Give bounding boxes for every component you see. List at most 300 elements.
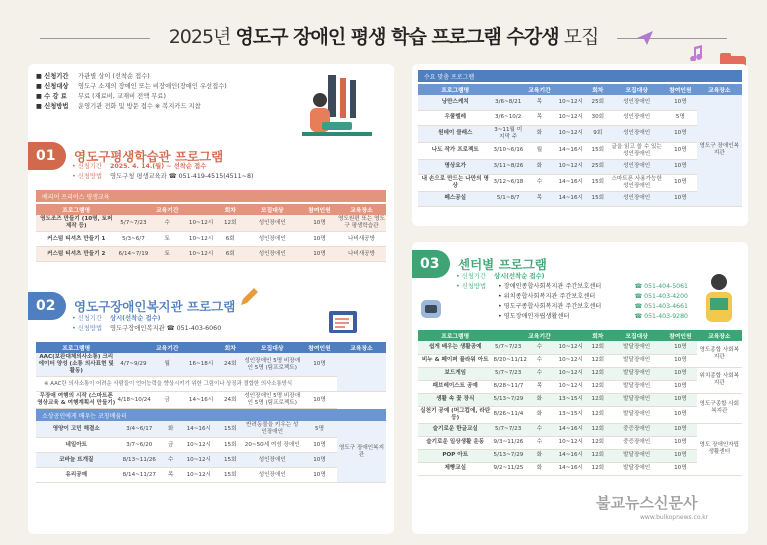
table-row bbox=[418, 393, 742, 406]
table-cell: 화 bbox=[524, 449, 555, 462]
section-02-info bbox=[72, 314, 221, 334]
table-cell: 유리공예 bbox=[36, 468, 117, 483]
contact-tel: ☎ 051-403-4200 bbox=[634, 293, 688, 300]
table-cell: 14~16시 bbox=[180, 421, 219, 438]
table-cell: 10~12시 bbox=[555, 436, 586, 449]
table-cell: 8/13~11/26 bbox=[117, 453, 163, 468]
title-line-left bbox=[40, 38, 150, 39]
table-cell: 목 bbox=[524, 95, 555, 110]
table-cell: 성인장애인 5명 비장애인 5명 (팀프로젝트) bbox=[242, 392, 302, 409]
table-cell: 14~16시 bbox=[555, 174, 586, 191]
table-cell: 성인장애인 bbox=[609, 125, 664, 142]
table-cell: 10~12시 bbox=[555, 341, 586, 354]
table-cell: 3/7~6/20 bbox=[117, 438, 163, 453]
table-cell: 영도조즈 만들기 (10명, 토퍼 제작 등) bbox=[36, 215, 117, 232]
table-cell: 발달장애인 bbox=[609, 354, 664, 367]
contact-row bbox=[498, 302, 688, 312]
table-cell: 목 bbox=[524, 110, 555, 125]
table-row bbox=[418, 341, 742, 354]
table-cell: 20~50세 여성 장애인 bbox=[243, 438, 303, 453]
table-cell: 화 bbox=[524, 393, 555, 406]
table-cell: 13~15시 bbox=[555, 393, 586, 406]
contact-row bbox=[498, 292, 688, 302]
table-header-7: 교육장소 bbox=[350, 346, 373, 352]
table-cell: 명상요가 bbox=[418, 159, 493, 174]
table-cell: 12회 bbox=[586, 406, 609, 423]
table-row bbox=[418, 406, 742, 423]
table-cell: 스마트폰 사용가능한 성인장애인 bbox=[609, 174, 664, 191]
info-row bbox=[72, 172, 253, 182]
info-key: ■ 신청방법 bbox=[36, 103, 69, 110]
table-header-6: 참여인원 bbox=[308, 208, 331, 214]
table-header-0: 프로그램명 bbox=[62, 346, 91, 352]
right-bottom-card bbox=[412, 242, 748, 534]
table-cell: 3/4~6/17 bbox=[117, 421, 163, 438]
table-header-4: 회차 bbox=[224, 346, 236, 352]
table-cell: 코바늘 뜨개질 bbox=[36, 453, 117, 468]
table-cell: 14~16시 bbox=[555, 191, 586, 206]
table-row bbox=[418, 174, 742, 191]
table-header-4: 회차 bbox=[592, 88, 604, 94]
table-cell: 원데이 클래스 bbox=[418, 125, 493, 142]
table-row bbox=[418, 380, 742, 393]
table-row bbox=[418, 462, 742, 475]
table-cell: 월 bbox=[524, 142, 555, 159]
table-header-4: 회차 bbox=[224, 208, 236, 214]
table-header-6: 참여인원 bbox=[308, 346, 331, 352]
table-cell: 10명 bbox=[664, 125, 696, 142]
table-row bbox=[36, 247, 386, 262]
section-01-info bbox=[72, 162, 253, 182]
table-cell: 성인장애인 bbox=[243, 453, 303, 468]
table-cell: 화 bbox=[524, 462, 555, 475]
table-header-6: 참여인원 bbox=[669, 334, 692, 340]
info-row bbox=[72, 162, 253, 172]
table-cell: 10명 bbox=[664, 354, 696, 367]
table-cell: 성인장애인 bbox=[242, 247, 302, 262]
table-cell: 수 bbox=[524, 174, 555, 191]
table-cell: 10~12시 bbox=[555, 110, 586, 125]
table-cell: 10~12시 bbox=[555, 354, 586, 367]
table-cell: 실천기 공예 (머그컵에, 라탄 등) bbox=[418, 406, 493, 423]
table-row bbox=[418, 125, 742, 142]
table-cell: 10명 bbox=[664, 174, 696, 191]
table-cell: 5명 bbox=[302, 421, 337, 438]
table-cell: 발달장애인 bbox=[609, 380, 664, 393]
table-cell: 14~16시 bbox=[184, 392, 218, 409]
section-03-title: 센터별 프로그램 bbox=[458, 257, 547, 272]
table-cell: 6회 bbox=[218, 232, 243, 247]
table-cell: 6/14~7/19 bbox=[117, 247, 151, 262]
place-cell: 영도구종합 사회복지관 bbox=[697, 393, 742, 423]
info-row bbox=[456, 272, 545, 282]
table-cell: 영양이 고민 해결소 bbox=[36, 421, 117, 438]
table-cell: 수 bbox=[524, 423, 555, 436]
demand-table-wrap bbox=[418, 84, 742, 207]
table-cell: 커스텀 티셔츠 만들기 2 bbox=[36, 247, 117, 262]
table-row bbox=[418, 449, 742, 462]
table-cell: 3~11월 미지막 주 bbox=[493, 125, 524, 142]
table-cell: 목 bbox=[524, 380, 555, 393]
table-cell: 15회 bbox=[218, 453, 243, 468]
table-row bbox=[36, 421, 386, 438]
table-cell: 3/6~10/2 bbox=[493, 110, 524, 125]
table-cell: 수 bbox=[162, 453, 180, 468]
table-cell: 10명 bbox=[664, 367, 696, 380]
table-cell: 월 bbox=[150, 353, 184, 377]
info-row bbox=[36, 82, 256, 92]
table-cell: 12회 bbox=[218, 215, 243, 232]
table-row bbox=[418, 367, 742, 380]
table-cell: 수 bbox=[524, 436, 555, 449]
table-cell: 15회 bbox=[218, 438, 243, 453]
table-header-5: 모집대상 bbox=[261, 208, 284, 214]
table-row bbox=[418, 191, 742, 206]
table-cell: 25회 bbox=[586, 95, 609, 110]
table-row bbox=[418, 95, 742, 110]
table-cell: 10~12시 bbox=[184, 232, 218, 247]
table-cell: 목 bbox=[162, 468, 180, 483]
table-cell: 5/13~7/29 bbox=[493, 393, 524, 406]
table-cell: 10~12시 bbox=[555, 367, 586, 380]
table-cell: 4/18~10/24 bbox=[117, 392, 151, 409]
table-cell: 우쿨렐레 bbox=[418, 110, 493, 125]
table-cell: 5/7~7/23 bbox=[117, 215, 151, 232]
table-cell: 10명 bbox=[664, 159, 696, 174]
table-cell: 5/13~7/29 bbox=[493, 449, 524, 462]
table-cell: 16~18시 bbox=[184, 353, 218, 377]
table-header-7: 교육장소 bbox=[708, 88, 731, 94]
table-cell: 10명 bbox=[302, 468, 337, 483]
note-row bbox=[36, 377, 386, 392]
section-03-table-wrap bbox=[418, 330, 742, 476]
table-cell: 9회 bbox=[586, 125, 609, 142]
section-03-badge: 03 bbox=[412, 250, 450, 278]
watermark-url: www.bulkopnews.co.kr bbox=[640, 514, 709, 521]
table-cell: 3/6~8/21 bbox=[493, 95, 524, 110]
watermark: 불교뉴스신문사 bbox=[596, 494, 698, 512]
contact-row bbox=[498, 282, 688, 292]
contact-tel: ☎ 051-404-5061 bbox=[634, 283, 688, 290]
demand-caption: 수요 맞춤 프로그램 bbox=[418, 70, 742, 82]
table-cell: 5/3~6/7 bbox=[117, 232, 151, 247]
section-01-badge: 01 bbox=[28, 142, 66, 170]
table-cell: 무장애 여행의 시작 (스마트폰 영상교육 & 여행계획서 만들기) bbox=[36, 392, 117, 409]
table-cell: 성인장애인 bbox=[242, 232, 302, 247]
table-cell: 수 bbox=[524, 367, 555, 380]
table-header-7: 교육장소 bbox=[708, 334, 731, 340]
table-cell: 화 bbox=[524, 125, 555, 142]
table-cell: 나비새공방 bbox=[337, 247, 386, 262]
table-cell: 성인장애인 bbox=[243, 468, 303, 483]
table-cell: 10명 bbox=[664, 449, 696, 462]
section-02-caption: 소상공인에게 배우는 코칭배움터 bbox=[36, 409, 386, 421]
left-card bbox=[28, 64, 394, 534]
section-02-table-a bbox=[36, 342, 386, 409]
info-value: 상시(선착순 접수) bbox=[110, 315, 161, 322]
table-cell: 8/28~11/7 bbox=[493, 380, 524, 393]
table-cell: 10~12시 bbox=[184, 247, 218, 262]
table-cell: 12회 bbox=[586, 367, 609, 380]
section-02-table-b bbox=[36, 421, 386, 483]
info-key: ■ 신청대상 bbox=[36, 83, 69, 90]
title-suffix: 모집 bbox=[563, 26, 599, 48]
contact-name: • 장애인종합사회복지관 주간보호센터 bbox=[498, 283, 602, 290]
contact-name: • 위치종합사회복지관 주간보호센터 bbox=[498, 293, 596, 300]
info-value: 영도구 소재의 장애인 또는 비장애인(장애인 우선접수) bbox=[78, 83, 227, 90]
table-header-7: 교육장소 bbox=[350, 208, 373, 214]
table-row bbox=[36, 215, 386, 232]
table-cell: 보드게임 bbox=[418, 367, 493, 380]
info-key: • 신청방법 bbox=[72, 173, 103, 180]
table-cell: 8/20~11/12 bbox=[493, 354, 524, 367]
table-cell: 목 bbox=[524, 191, 555, 206]
table-cell: 10~12시 bbox=[180, 438, 219, 453]
table-cell: 나비새공방 bbox=[337, 232, 386, 247]
table-cell: 10명 bbox=[664, 393, 696, 406]
checklist-board-icon bbox=[328, 308, 358, 334]
info-row bbox=[72, 324, 221, 334]
table-cell: 14~16시 bbox=[555, 142, 586, 159]
info-value: 상시(선착순 접수) bbox=[494, 273, 545, 280]
table-cell: 수 bbox=[524, 354, 555, 367]
section-03-table bbox=[418, 330, 742, 476]
table-cell: 발달장애인 bbox=[609, 449, 664, 462]
table-cell: 3/10~6/16 bbox=[493, 142, 524, 159]
table-cell: 3/11~8/26 bbox=[493, 159, 524, 174]
table-cell: 10명 bbox=[664, 406, 696, 423]
table-cell: 나도 작가 프로젝트 bbox=[418, 142, 493, 159]
table-cell: 발달장애인 bbox=[609, 462, 664, 475]
table-cell: 12회 bbox=[586, 393, 609, 406]
reading-person-illustration bbox=[694, 268, 744, 328]
table-row bbox=[418, 436, 742, 449]
table-cell: 토 bbox=[150, 232, 184, 247]
table-header-1: 교육기간 bbox=[156, 346, 179, 352]
table-cell: 성인장애인 bbox=[609, 110, 664, 125]
overview-list bbox=[36, 72, 256, 112]
table-cell: 15회 bbox=[586, 174, 609, 191]
table-row bbox=[418, 423, 742, 436]
table-cell: 생활 속 꽃 장식 bbox=[418, 393, 493, 406]
table-row bbox=[418, 110, 742, 125]
table-cell: 10명 bbox=[664, 436, 696, 449]
info-key: ■ 수 강 료 bbox=[36, 93, 67, 100]
table-cell: 12회 bbox=[586, 423, 609, 436]
info-row bbox=[36, 72, 256, 82]
table-cell: 슬기로운 일상생활 운동 bbox=[418, 436, 493, 449]
table-cell: 12회 bbox=[586, 341, 609, 354]
table-cell: 10명 bbox=[302, 438, 337, 453]
table-cell: 발달장애인 bbox=[609, 393, 664, 406]
table-cell: 13~15시 bbox=[555, 406, 586, 423]
table-cell: 8/14~11/27 bbox=[117, 468, 163, 483]
table-cell: 10~12시 bbox=[180, 453, 219, 468]
note-cell: ※ AAC란 의사소통이 어려운 사람들이 언어능력을 향상시키기 위한 그림이나 상징과 결합한 의사소통방식 bbox=[36, 377, 386, 392]
info-row bbox=[36, 92, 256, 102]
table-row bbox=[36, 232, 386, 247]
table-cell: 12회 bbox=[586, 449, 609, 462]
info-key: • 신청방법 bbox=[72, 325, 103, 332]
table-cell: 10명 bbox=[302, 392, 337, 409]
table-cell: 금 bbox=[150, 392, 184, 409]
table-cell: 패브레이스트 공예 bbox=[418, 380, 493, 393]
table-cell: 9/3~11/26 bbox=[493, 436, 524, 449]
contact-tel: ☎ 051-403-4661 bbox=[634, 303, 688, 310]
table-cell: 10명 bbox=[664, 462, 696, 475]
info-key: • 신청기간 bbox=[72, 315, 103, 322]
info-value: 무료 (재료비, 교재비 전액 무료) bbox=[78, 93, 166, 100]
section-01-caption: 배리어 프리어스 평생교육 bbox=[36, 190, 386, 202]
table-row bbox=[36, 438, 386, 453]
table-cell: 15회 bbox=[586, 191, 609, 206]
title-year: 2025년 bbox=[168, 26, 231, 48]
table-cell: 커스텀 티셔츠 만들기 1 bbox=[36, 232, 117, 247]
table-row bbox=[36, 453, 386, 468]
table-header-5: 모집대상 bbox=[625, 88, 648, 94]
table-row bbox=[418, 354, 742, 367]
table-cell: 10명 bbox=[664, 191, 696, 206]
info-key: • 신청기간 bbox=[456, 273, 487, 280]
table-cell: 10명 bbox=[664, 423, 696, 436]
section-01-table bbox=[36, 204, 386, 262]
table-header-1: 교육기간 bbox=[528, 334, 551, 340]
center-contacts bbox=[498, 282, 688, 322]
demand-table bbox=[418, 84, 742, 207]
table-row bbox=[418, 159, 742, 174]
table-cell: 토 bbox=[150, 247, 184, 262]
table-cell: 10명 bbox=[302, 353, 337, 377]
table-cell: 발달장애인 bbox=[609, 341, 664, 354]
table-header-1: 교육기간 bbox=[156, 208, 179, 214]
table-cell: 5/7~7/23 bbox=[493, 341, 524, 354]
table-cell: 12회 bbox=[586, 354, 609, 367]
contact-row bbox=[498, 312, 688, 322]
place-cell: 영도구 장애인복지관 bbox=[337, 421, 386, 483]
place-cell: 영도 장애인자립 생활센터 bbox=[697, 423, 742, 475]
table-cell: 12회 bbox=[586, 380, 609, 393]
table-cell: 낭만스케치 bbox=[418, 95, 493, 110]
right-top-card bbox=[412, 64, 748, 226]
table-cell: 8/26~11/4 bbox=[493, 406, 524, 423]
table-cell: 10명 bbox=[302, 215, 337, 232]
section-01-table-wrap bbox=[36, 204, 386, 262]
info-row bbox=[36, 102, 256, 112]
table-cell: 5명 bbox=[664, 110, 696, 125]
table-cell: 25회 bbox=[586, 159, 609, 174]
table-cell: 6회 bbox=[218, 247, 243, 262]
table-cell: 15회 bbox=[218, 468, 243, 483]
table-cell: 성인장애인 bbox=[609, 191, 664, 206]
table-row bbox=[36, 468, 386, 483]
table-header-0: 프로그램명 bbox=[441, 88, 470, 94]
table-header-5: 모집대상 bbox=[261, 346, 284, 352]
table-cell: 5/7~7/23 bbox=[493, 367, 524, 380]
info-key: • 신청방법 bbox=[456, 283, 487, 290]
table-cell: 성인장애인 bbox=[609, 159, 664, 174]
table-cell: 10~12시 bbox=[555, 95, 586, 110]
section-02-badge: 02 bbox=[28, 292, 66, 320]
table-row bbox=[36, 392, 386, 409]
title-line-right bbox=[617, 38, 727, 39]
robot-icon bbox=[418, 294, 444, 324]
table-cell: 10~12시 bbox=[184, 215, 218, 232]
title-main: 영도구 장애인 평생 학습 프로그램 수강생 bbox=[235, 26, 559, 48]
table-header-4: 회차 bbox=[592, 334, 604, 340]
info-row bbox=[72, 314, 221, 324]
table-cell: 성인장애인 bbox=[609, 95, 664, 110]
music-note-icon bbox=[690, 45, 704, 61]
table-cell: POP 아트 bbox=[418, 449, 493, 462]
table-cell: 14~16시 bbox=[555, 423, 586, 436]
table-cell: 내 손으로 만드는 나만의 명상 bbox=[418, 174, 493, 191]
contact-name: • 영도장애인자립생활센터 bbox=[498, 313, 570, 320]
table-row bbox=[418, 142, 742, 159]
table-cell: 성인장애인 bbox=[242, 215, 302, 232]
info-value: 가관별 상이 (선착순 접수) bbox=[78, 73, 150, 80]
info-key: • 신청기간 bbox=[72, 163, 103, 170]
table-cell: 쉽게 배우는 생활공예 bbox=[418, 341, 493, 354]
table-cell: 10명 bbox=[664, 380, 696, 393]
table-cell: 14~16시 bbox=[555, 462, 586, 475]
table-cell: 슬기로운 한글교실 bbox=[418, 423, 493, 436]
table-cell: 12회 bbox=[586, 436, 609, 449]
table-cell: 반려동물을 키우는 성인장애인 bbox=[243, 421, 303, 438]
table-cell: 수 bbox=[150, 215, 184, 232]
table-cell: 네일아트 bbox=[36, 438, 117, 453]
table-cell: 제빵교실 bbox=[418, 462, 493, 475]
table-cell: 화 bbox=[162, 421, 180, 438]
table-cell: 글을 읽고 쓸 수 있는 성인장애인 bbox=[609, 142, 664, 159]
table-cell: 중증장애인 bbox=[609, 423, 664, 436]
section-02-table-wrap bbox=[36, 342, 386, 483]
table-cell: 10~12시 bbox=[555, 380, 586, 393]
table-cell: 9/2~11/25 bbox=[493, 462, 524, 475]
table-cell: 14~16시 bbox=[555, 449, 586, 462]
table-cell: 10명 bbox=[664, 142, 696, 159]
table-cell: 24회 bbox=[218, 392, 243, 409]
table-header-1: 교육기간 bbox=[528, 88, 551, 94]
table-cell: 발달장애인 bbox=[609, 367, 664, 380]
table-cell: 성인장애인 5명 비장애인 5명 (팀프로젝트) bbox=[242, 353, 302, 377]
pencil-icon bbox=[238, 286, 260, 308]
place-cell: 위치종합 사회복지관 bbox=[697, 367, 742, 393]
table-cell: 5/1~8/7 bbox=[493, 191, 524, 206]
table-header-0: 프로그램명 bbox=[441, 334, 470, 340]
info-value: 운영기관 전화 및 방문 접수 ※ 복지카드 지참 bbox=[78, 103, 201, 110]
place-cell: 영도구 장애인복지관 bbox=[697, 95, 742, 206]
table-cell: 12회 bbox=[586, 462, 609, 475]
table-cell: 수 bbox=[524, 341, 555, 354]
table-cell: 영도원편 또는 영도구 평생학습관 bbox=[337, 215, 386, 232]
table-cell: 15회 bbox=[218, 421, 243, 438]
place-cell: 영도종합 사회복지관 bbox=[697, 341, 742, 367]
table-cell: 비누 & 페이퍼 플라워 아트 bbox=[418, 354, 493, 367]
table-cell: 15회 bbox=[586, 142, 609, 159]
table-cell: AAC(보완대체의사소통) 크리에이터 양성 (소통 의사표현 및 활동) bbox=[36, 353, 117, 377]
table-cell: 금 bbox=[162, 438, 180, 453]
table-cell: 10~12시 bbox=[555, 159, 586, 174]
table-cell: 30회 bbox=[586, 110, 609, 125]
table-cell: 발달장애인 bbox=[609, 406, 664, 423]
contact-tel: ☎ 051-403-9280 bbox=[634, 313, 688, 320]
table-header-0: 프로그램명 bbox=[62, 208, 91, 214]
table-cell: 4/7~9/29 bbox=[117, 353, 151, 377]
paper-plane-icon bbox=[636, 30, 654, 46]
table-cell: 5/7~7/23 bbox=[493, 423, 524, 436]
table-cell: 10명 bbox=[664, 95, 696, 110]
info-key: ■ 신청기간 bbox=[36, 73, 69, 80]
